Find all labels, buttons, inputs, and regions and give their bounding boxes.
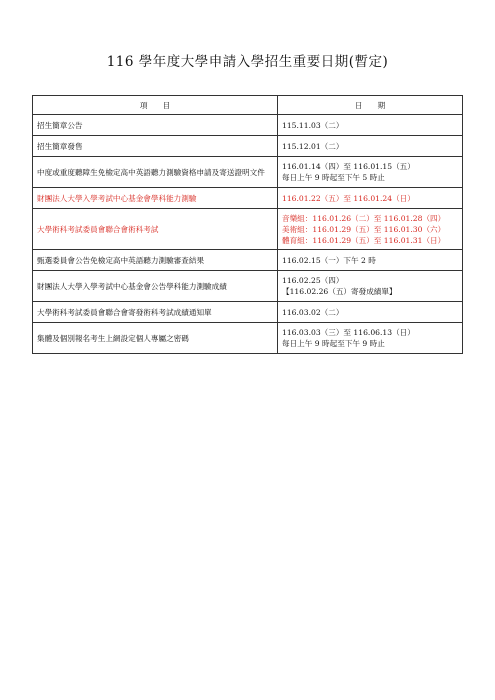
table-row <box>33 323 463 354</box>
date-cell <box>278 302 463 323</box>
date-cell <box>278 188 463 209</box>
item-cell: 財團法人大學入學考試中心基金會公告學科能力測驗成績 <box>33 271 278 302</box>
item-cell: 中度或重度聽障生免檢定高中英語聽力測驗資格申請及寄送證明文件 <box>33 157 278 188</box>
item-cell: 甄選委員會公告免檢定高中英語聽力測驗審查結果 <box>33 250 278 271</box>
date-line: 每日上午 9 時起至下午 9 時止 <box>282 339 385 348</box>
date-line: 115.11.03（二） <box>282 120 344 130</box>
item-cell: 集體及個別報名考生上網設定個人專屬之密碼 <box>33 323 278 354</box>
item-cell: 招生簡章公告 <box>33 115 278 136</box>
date-line: 116.01.22（五）至 116.01.24（日） <box>282 193 415 203</box>
page-title: 116 學年度大學申請入學招生重要日期(暫定) <box>106 54 389 70</box>
date-cell <box>278 157 463 188</box>
date-line: 美術組：116.01.29（五）至 116.01.30（六） <box>282 224 446 234</box>
table-row <box>33 250 463 271</box>
date-line: 116.01.14（四）至 116.01.15（五） <box>282 162 415 171</box>
date-cell <box>278 136 463 157</box>
item-cell: 大學術科考試委員會聯合會寄發術科考試成績通知單 <box>33 302 278 323</box>
date-cell <box>278 271 463 302</box>
date-cell <box>278 115 463 136</box>
table-row <box>33 209 463 250</box>
date-cell <box>278 209 463 250</box>
schedule-table <box>32 95 463 354</box>
table-row <box>33 271 463 302</box>
item-cell: 大學術科考試委員會聯合會術科考試 <box>33 209 278 250</box>
date-line: 115.12.01（二） <box>282 141 344 151</box>
header-date: 日 期 <box>278 96 463 115</box>
table-row <box>33 157 463 188</box>
date-cell <box>278 250 463 271</box>
table-header-row <box>33 96 463 115</box>
date-line: 音樂組：116.01.26（二）至 116.01.28（四） <box>282 213 446 223</box>
date-cell <box>278 323 463 354</box>
table-row <box>33 115 463 136</box>
date-line: 體育組：116.01.29（五）至 116.01.31（日） <box>282 235 446 245</box>
table-row <box>33 188 463 209</box>
item-cell: 財團法人大學入學考試中心基金會學科能力測驗 <box>33 188 278 209</box>
date-line: 116.02.25（四） <box>282 276 344 285</box>
header-item: 項 目 <box>33 96 278 115</box>
date-line: 116.02.15（一）下午 2 時 <box>282 255 376 265</box>
date-line: 116.03.02（二） <box>282 307 344 317</box>
date-line: 116.03.03（三）至 116.06.13（日） <box>282 328 415 337</box>
date-line: 【116.02.26（五）寄發成績單】 <box>282 287 397 296</box>
date-line: 每日上午 9 時起至下午 5 時止 <box>282 173 385 182</box>
table-row <box>33 136 463 157</box>
table-row <box>33 302 463 323</box>
item-cell: 招生簡章發售 <box>33 136 278 157</box>
